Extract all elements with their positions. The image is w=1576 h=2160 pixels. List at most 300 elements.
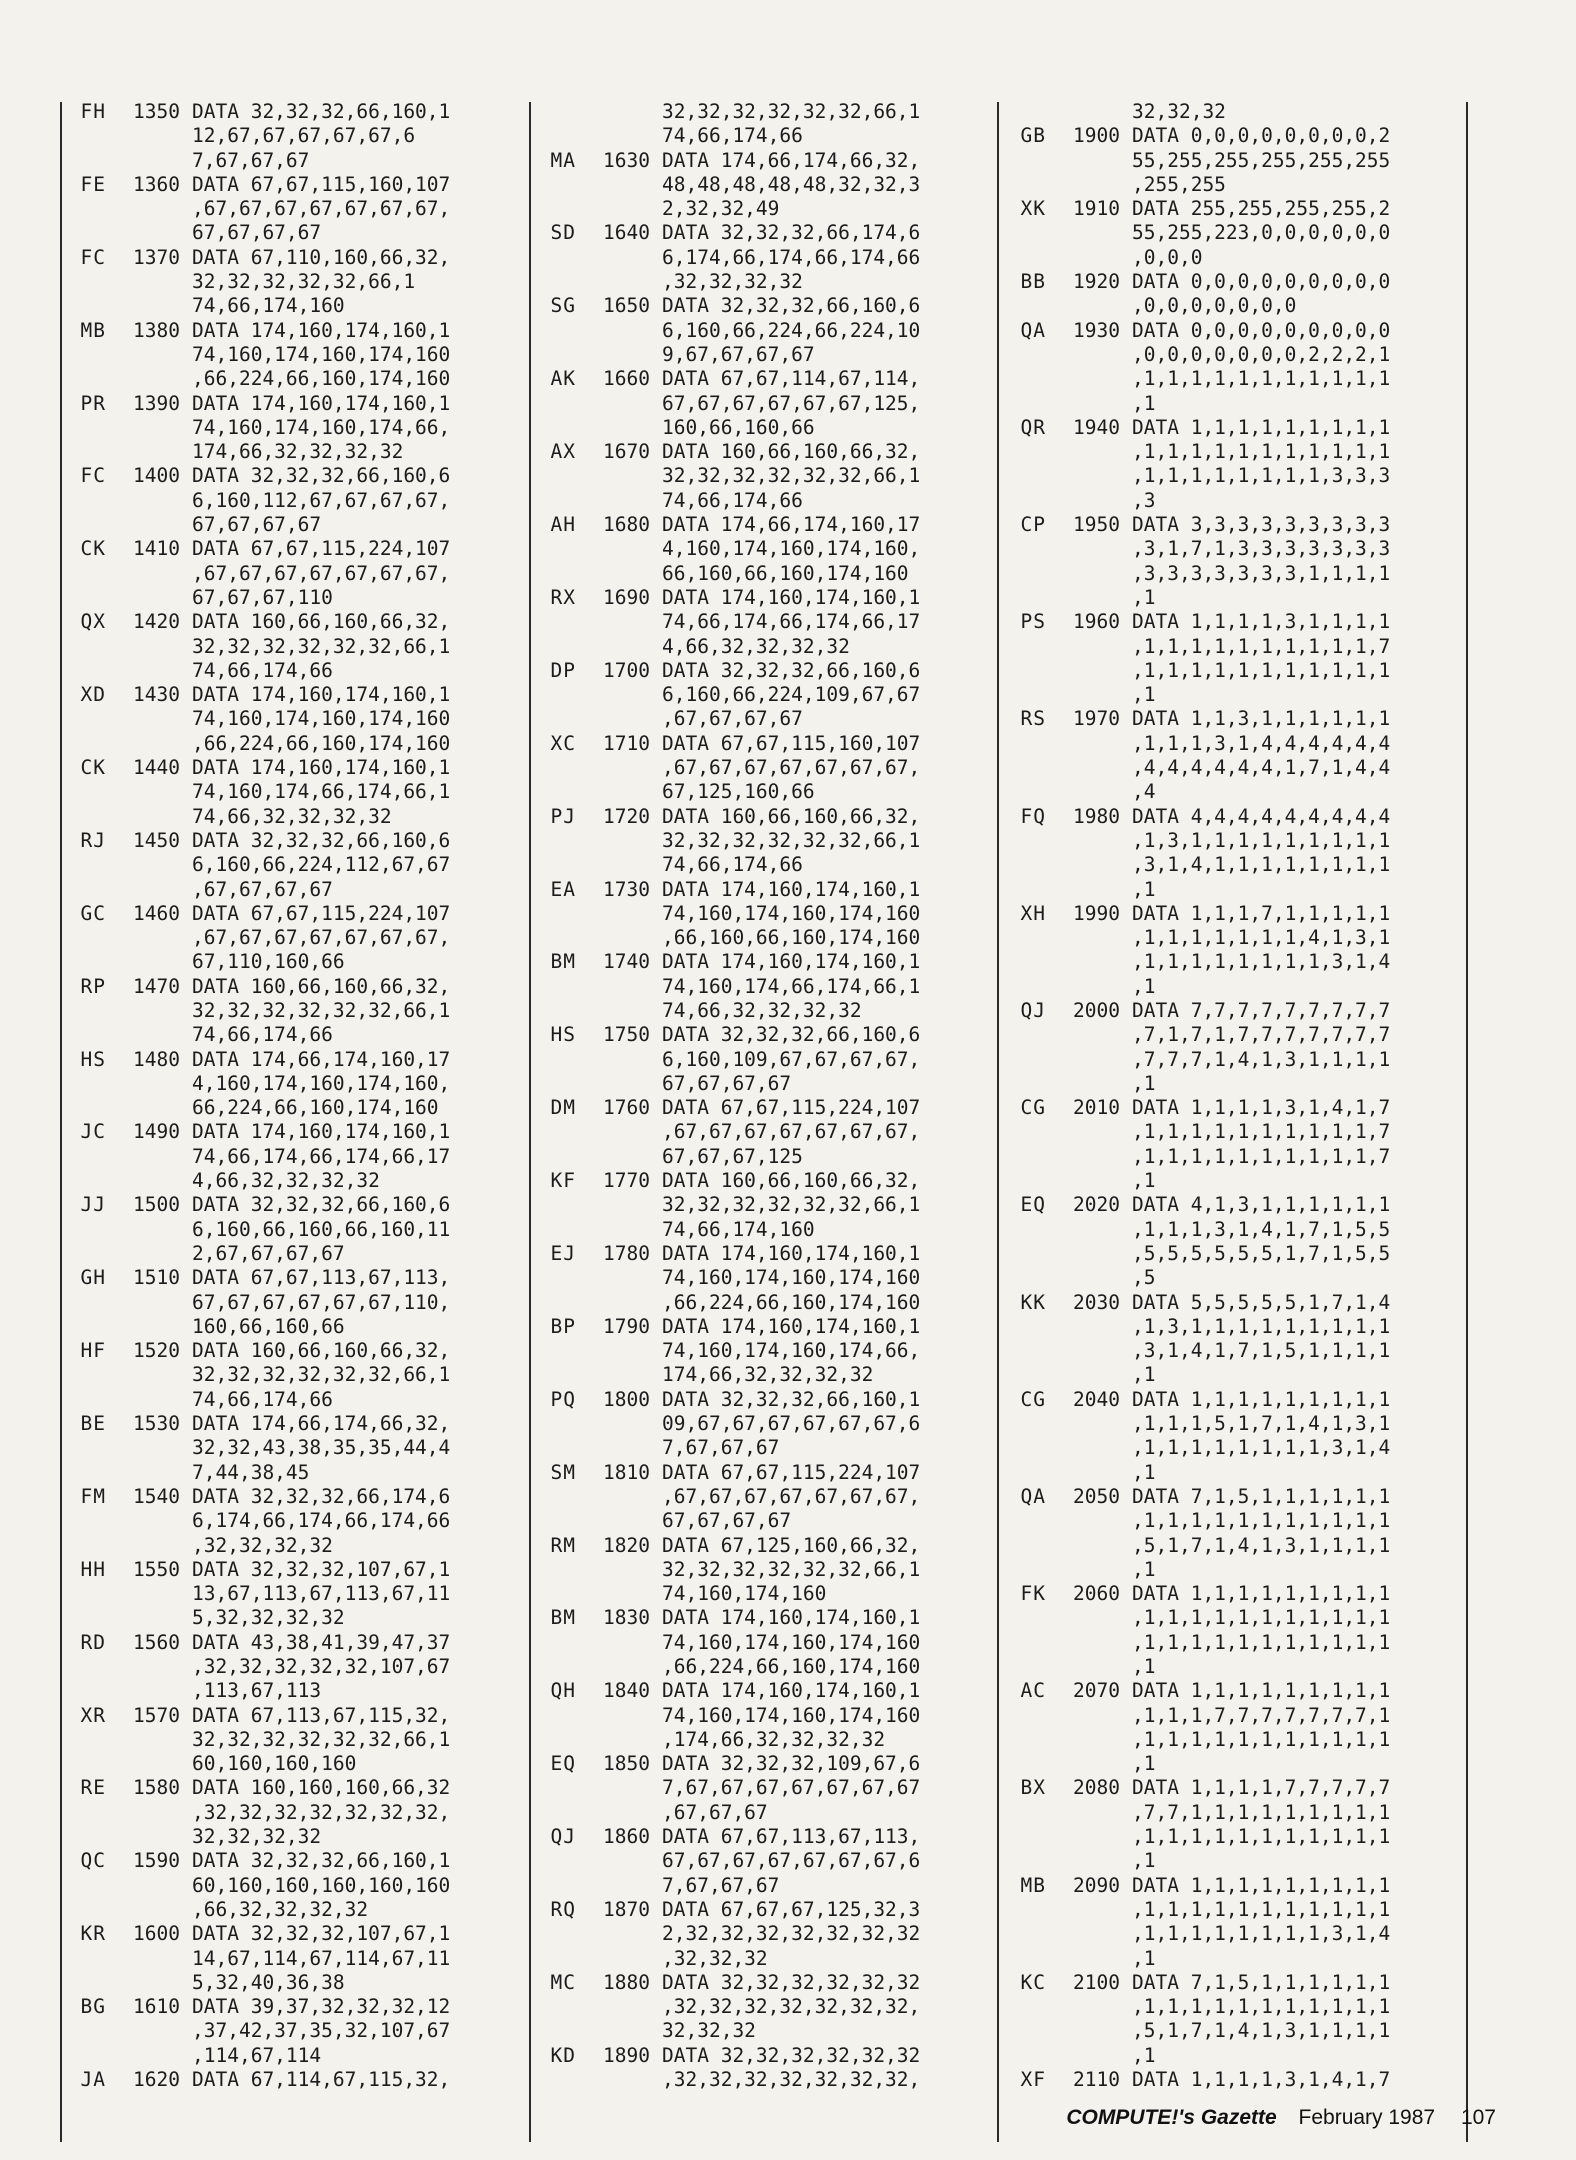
- data-line: 67,67,67,125: [662, 1144, 803, 1168]
- data-line: ,1,1,1,7,7,7,7,7,7,7,1: [1132, 1703, 1391, 1727]
- line-number: 1450: [133, 828, 180, 852]
- data-statement: [662, 1315, 994, 1388]
- data-line: ,1,1,1,1,1,1,1,1,1,1,1: [1132, 367, 1391, 391]
- data-line: ,1,3,1,1,1,1,1,1,1,1,1: [1132, 828, 1391, 852]
- data-statement: [662, 440, 994, 513]
- line-number: 1490: [133, 1120, 180, 1144]
- checksum-code: PJ: [550, 804, 576, 828]
- data-statement: [1132, 1193, 1464, 1290]
- checksum-code: EQ: [1020, 1193, 1046, 1217]
- column-rule-1: [529, 102, 531, 2142]
- data-line: DATA 0,0,0,0,0,0,0,0,0: [1132, 318, 1391, 342]
- listing-entry: [534, 440, 994, 513]
- listing-entry: [1004, 1096, 1464, 1193]
- data-statement: [192, 319, 524, 392]
- data-line: DATA 174,160,174,160,1: [662, 1241, 921, 1265]
- data-line: 55,255,255,255,255,255: [1132, 148, 1391, 172]
- listing-entry: [64, 975, 524, 1048]
- data-line: ,32,32,32,32: [192, 1533, 333, 1557]
- checksum-code: PS: [1020, 610, 1046, 634]
- listing-entry: [64, 1048, 524, 1121]
- data-line: ,1,1,1,1,1,1,1,1,1,1,1: [1132, 658, 1391, 682]
- checksum-code: HH: [80, 1557, 106, 1581]
- data-line: 32,32,32,32,32,32,66,1: [192, 1363, 451, 1387]
- data-line: DATA 32,32,32,32,32,32: [662, 1970, 921, 1994]
- data-statement: [662, 1096, 994, 1169]
- listing-entry: [1004, 1388, 1464, 1485]
- data-line: DATA 67,67,67,125,32,3: [662, 1897, 921, 1921]
- data-line: ,1,1,1,1,1,1,1,1,1,1,1: [1132, 1606, 1391, 1630]
- data-line: ,1,1,1,1,1,1,1,1,3,1,4: [1132, 1436, 1391, 1460]
- data-statement: [192, 1922, 524, 1995]
- checksum-code: MC: [550, 1970, 576, 1994]
- data-line: 32,32,32,32,32,32,66,1: [662, 464, 921, 488]
- data-line: 74,66,174,66: [192, 1387, 333, 1411]
- listing-entry: [534, 1534, 994, 1607]
- checksum-code: CK: [80, 537, 106, 561]
- line-number: 1440: [133, 756, 180, 780]
- checksum-code: BE: [80, 1412, 106, 1436]
- data-line: 174,66,32,32,32,32: [192, 440, 404, 464]
- data-line: ,1: [1132, 683, 1156, 707]
- line-number: 1850: [603, 1752, 650, 1776]
- checksum-code: KC: [1020, 1970, 1046, 1994]
- data-line: 32,32,32: [1132, 100, 1226, 123]
- checksum-code: HS: [550, 1023, 576, 1047]
- checksum-code: CP: [1020, 513, 1046, 537]
- data-line: 32,32,32,32,32,32,66,1: [662, 100, 921, 123]
- data-line: ,1: [1132, 1169, 1156, 1193]
- page-number: 107: [1460, 2106, 1496, 2129]
- data-line: DATA 174,160,174,160,1: [192, 391, 451, 415]
- data-line: DATA 160,66,160,66,32,: [662, 1169, 921, 1193]
- data-line: DATA 174,160,174,160,1: [192, 1120, 451, 1144]
- data-line: 67,110,160,66: [192, 950, 345, 974]
- line-number: 1970: [1073, 707, 1120, 731]
- data-line: 32,32,32,32,32,32,66,1: [192, 998, 451, 1022]
- line-number: 1950: [1073, 513, 1120, 537]
- data-line: ,1,1,1,1,1,1,1,1,1,1,1: [1132, 1825, 1391, 1849]
- data-statement: [192, 902, 524, 975]
- line-number: 1780: [603, 1241, 650, 1265]
- data-line: DATA 4,4,4,4,4,4,4,4,4: [1132, 804, 1391, 828]
- data-line: 74,66,174,66: [662, 488, 803, 512]
- listing-entry: [1004, 805, 1464, 902]
- line-number: 2070: [1073, 1679, 1120, 1703]
- data-line: ,1: [1132, 1849, 1156, 1873]
- data-line: 4,160,174,160,174,160,: [192, 1071, 451, 1095]
- data-line: 74,160,174,160,174,160: [662, 1703, 921, 1727]
- data-statement: [1132, 1679, 1464, 1776]
- data-line: 67,67,67,67: [192, 221, 322, 245]
- line-number: 2080: [1073, 1776, 1120, 1800]
- listing-entry: [1004, 1193, 1464, 1290]
- checksum-code: PR: [80, 391, 106, 415]
- line-number: 2110: [1073, 2068, 1120, 2092]
- data-line: 67,67,67,67,67,67,125,: [662, 391, 921, 415]
- checksum-code: XR: [80, 1703, 106, 1727]
- data-statement: [662, 1898, 994, 1971]
- data-line: ,7,7,7,1,4,1,3,1,1,1,1: [1132, 1047, 1391, 1071]
- data-line: 7,67,67,67: [662, 1436, 780, 1460]
- line-number: 1650: [603, 294, 650, 318]
- data-statement: [192, 829, 524, 902]
- data-line: DATA 160,160,160,66,32: [192, 1776, 451, 1800]
- column-rule-2: [997, 102, 999, 2142]
- listing-entry: [64, 1849, 524, 1922]
- data-line: ,255,255: [1132, 172, 1226, 196]
- data-line: 74,66,174,66: [662, 853, 803, 877]
- data-line: DATA 67,67,113,67,113,: [662, 1825, 921, 1849]
- listing-entry: [534, 2044, 994, 2093]
- data-line: ,32,32,32: [662, 1946, 768, 1970]
- listing-entry: [64, 173, 524, 246]
- listing-entry: [534, 659, 994, 732]
- listing-entry: [534, 878, 994, 951]
- checksum-code: MB: [80, 318, 106, 342]
- line-number: 1580: [133, 1776, 180, 1800]
- data-line: DATA 67,67,114,67,114,: [662, 367, 921, 391]
- checksum-code: QX: [80, 610, 106, 634]
- line-number: 1700: [603, 658, 650, 682]
- data-statement: [192, 1704, 524, 1777]
- data-line: 6,160,66,224,112,67,67: [192, 853, 451, 877]
- listing-entry: [534, 1242, 994, 1315]
- data-line: ,1: [1132, 1655, 1156, 1678]
- line-number: [576, 100, 650, 149]
- data-line: DATA 1,1,1,1,1,1,1,1,1: [1132, 1582, 1391, 1606]
- data-statement: [192, 246, 524, 319]
- data-line: ,1: [1132, 391, 1156, 415]
- data-line: DATA 174,66,174,66,32,: [662, 148, 921, 172]
- listing-entry: [64, 2068, 524, 2092]
- data-line: 2,32,32,49: [662, 197, 780, 221]
- data-line: 7,67,67,67: [662, 1873, 780, 1897]
- data-line: 2,32,32,32,32,32,32,32: [662, 1922, 921, 1946]
- data-line: ,66,160,66,160,174,160: [662, 926, 921, 950]
- data-statement: [192, 2068, 524, 2092]
- data-line: 74,66,174,66: [192, 658, 333, 682]
- line-number: 1840: [603, 1679, 650, 1703]
- line-number: 1980: [1073, 804, 1120, 828]
- listing-entry: [1004, 319, 1464, 416]
- line-number: 1560: [133, 1630, 180, 1654]
- data-line: 74,160,174,160,174,160: [662, 1266, 921, 1290]
- data-statement: [1132, 1582, 1464, 1679]
- checksum-code: FM: [80, 1484, 106, 1508]
- listing-entry: [1004, 610, 1464, 707]
- data-statement: [662, 1461, 994, 1534]
- line-number: 1410: [133, 537, 180, 561]
- line-number: 1800: [603, 1387, 650, 1411]
- line-number: 1890: [603, 2043, 650, 2067]
- data-statement: [192, 1776, 524, 1849]
- data-line: 74,160,174,160,174,66,: [192, 415, 451, 439]
- data-line: ,3,1,7,1,3,3,3,3,3,3,3: [1132, 537, 1391, 561]
- data-line: 74,66,32,32,32,32: [192, 804, 392, 828]
- data-line: DATA 67,114,67,115,32,: [192, 2068, 451, 2092]
- line-number: 1350: [133, 100, 180, 123]
- data-line: DATA 7,7,7,7,7,7,7,7,7: [1132, 998, 1391, 1022]
- data-line: DATA 32,32,32,107,67,1: [192, 1922, 451, 1946]
- data-line: 5,32,32,32,32: [192, 1606, 345, 1630]
- data-line: ,1,1,1,1,1,1,1,1,1,1,7: [1132, 1144, 1391, 1168]
- data-statement: [1132, 2068, 1464, 2092]
- checksum-code: BG: [80, 1995, 106, 2019]
- listing-entry: [534, 1169, 994, 1242]
- data-line: 74,160,174,160,174,160: [662, 1630, 921, 1654]
- line-number: 1770: [603, 1169, 650, 1193]
- data-line: DATA 32,32,32,66,160,6: [192, 464, 451, 488]
- data-line: 74,66,174,66: [662, 124, 803, 148]
- data-line: DATA 174,160,174,160,1: [662, 585, 921, 609]
- data-line: ,7,1,7,1,7,7,7,7,7,7,7: [1132, 1023, 1391, 1047]
- line-number: 1680: [603, 513, 650, 537]
- checksum-code: AC: [1020, 1679, 1046, 1703]
- listing-entry: [1004, 513, 1464, 610]
- line-number: 2030: [1073, 1290, 1120, 1314]
- checksum-code: BX: [1020, 1776, 1046, 1800]
- data-line: DATA 67,110,160,66,32,: [192, 245, 451, 269]
- line-number: 1810: [603, 1460, 650, 1484]
- checksum-code: FC: [80, 245, 106, 269]
- data-statement: [662, 732, 994, 805]
- data-line: 14,67,114,67,114,67,11: [192, 1946, 451, 1970]
- checksum-code: AH: [550, 513, 576, 537]
- checksum-code: XC: [550, 731, 576, 755]
- checksum-code: GH: [80, 1266, 106, 1290]
- data-statement: [1132, 319, 1464, 416]
- line-number: 1870: [603, 1897, 650, 1921]
- data-line: 32,32,32,32: [192, 1825, 322, 1849]
- line-number: 1860: [603, 1825, 650, 1849]
- listing-entry: [1004, 1679, 1464, 1776]
- data-statement: [1132, 197, 1464, 270]
- data-statement: [192, 464, 524, 537]
- listing-entry: [64, 1339, 524, 1412]
- data-line: ,37,42,37,35,32,107,67: [192, 2019, 451, 2043]
- data-statement: [1132, 1874, 1464, 1971]
- checksum-code: QA: [1020, 318, 1046, 342]
- data-statement: [662, 1971, 994, 2044]
- data-line: 74,66,174,160: [662, 1217, 815, 1241]
- data-line: ,1,1,1,1,1,1,1,1,1,1,1: [1132, 1509, 1391, 1533]
- line-number: 1520: [133, 1339, 180, 1363]
- listing-entry: [534, 1679, 994, 1752]
- data-line: 74,160,174,160,174,66,: [662, 1339, 921, 1363]
- line-number: 1740: [603, 950, 650, 974]
- data-line: DATA 1,1,3,1,1,1,1,1,1: [1132, 707, 1391, 731]
- data-statement: [192, 756, 524, 829]
- data-line: DATA 43,38,41,39,47,37: [192, 1630, 451, 1654]
- listing-entry: [534, 100, 994, 149]
- listing-entry: [534, 950, 994, 1023]
- line-number: 1430: [133, 683, 180, 707]
- data-line: ,7,7,1,1,1,1,1,1,1,1,1: [1132, 1800, 1391, 1824]
- data-line: 74,160,174,160,174,160: [192, 707, 451, 731]
- data-line: 174,66,32,32,32,32: [662, 1363, 874, 1387]
- listing-entry: [1004, 124, 1464, 197]
- data-line: DATA 32,32,32,66,160,6: [662, 658, 921, 682]
- checksum-code: BP: [550, 1314, 576, 1338]
- data-line: DATA 174,160,174,160,1: [662, 1679, 921, 1703]
- issue-date: February 1987: [1298, 2106, 1436, 2129]
- data-line: 13,67,113,67,113,67,11: [192, 1582, 451, 1606]
- listing-entry: [534, 732, 994, 805]
- data-line: ,1,3,1,1,1,1,1,1,1,1,1: [1132, 1314, 1391, 1338]
- checksum-code: RE: [80, 1776, 106, 1800]
- listing-column-2: [534, 100, 994, 2092]
- line-number: 1510: [133, 1266, 180, 1290]
- data-line: ,32,32,32,32,32,32,32,: [662, 1995, 921, 2019]
- data-line: DATA 1,1,1,1,1,1,1,1,1: [1132, 1873, 1391, 1897]
- data-statement: [662, 1169, 994, 1242]
- data-line: DATA 32,32,32,107,67,1: [192, 1557, 451, 1581]
- data-line: DATA 32,32,32,66,160,1: [192, 1849, 451, 1873]
- data-line: DATA 174,66,174,160,17: [662, 513, 921, 537]
- line-number: 1690: [603, 585, 650, 609]
- data-line: DATA 67,67,115,224,107: [662, 1460, 921, 1484]
- data-statement: [662, 367, 994, 440]
- data-line: DATA 32,32,32,66,160,1: [192, 100, 451, 123]
- line-number: 1900: [1073, 124, 1120, 148]
- data-line: ,1,1,1,1,1,1,1,1,1,1,1: [1132, 1630, 1391, 1654]
- listing-entry: [64, 902, 524, 975]
- data-statement: [1132, 100, 1464, 124]
- line-number: 1670: [603, 440, 650, 464]
- page-footer: [1066, 2106, 1496, 2130]
- data-line: 32,32,32: [662, 2019, 756, 2043]
- data-statement: [192, 1266, 524, 1339]
- listing-entry: [534, 294, 994, 367]
- data-statement: [192, 1120, 524, 1193]
- data-line: DATA 174,160,174,160,1: [192, 318, 451, 342]
- data-statement: [1132, 416, 1464, 513]
- data-line: ,67,67,67,67,67,67,67,: [192, 561, 451, 585]
- data-line: DATA 174,66,174,160,17: [192, 1047, 451, 1071]
- checksum-code: KR: [80, 1922, 106, 1946]
- checksum-code: JA: [80, 2068, 106, 2092]
- checksum-code: SM: [550, 1460, 576, 1484]
- data-line: ,1: [1132, 585, 1156, 609]
- checksum-code: RJ: [80, 828, 106, 852]
- data-line: 6,160,112,67,67,67,67,: [192, 488, 451, 512]
- checksum-code: CK: [80, 756, 106, 780]
- line-number: 1400: [133, 464, 180, 488]
- checksum-code: JC: [80, 1120, 106, 1144]
- data-line: DATA 67,113,67,115,32,: [192, 1703, 451, 1727]
- listing-entry: [64, 1120, 524, 1193]
- data-line: ,1,1,1,1,1,1,1,1,1,1,7: [1132, 1120, 1391, 1144]
- listing-entry: [534, 367, 994, 440]
- data-line: DATA 67,67,115,224,107: [192, 537, 451, 561]
- data-line: 7,44,38,45: [192, 1460, 310, 1484]
- listing-entry: [64, 1995, 524, 2068]
- line-number: 1940: [1073, 415, 1120, 439]
- data-line: 32,32,43,38,35,35,44,4: [192, 1436, 451, 1460]
- listing-entry: [534, 805, 994, 878]
- data-statement: [1132, 805, 1464, 902]
- data-line: ,67,67,67,67: [662, 707, 803, 731]
- checksum-code: RP: [80, 974, 106, 998]
- data-line: 7,67,67,67: [192, 148, 310, 172]
- data-line: ,67,67,67,67,67,67,67,: [192, 197, 451, 221]
- data-line: 32,32,32,32,32,32,66,1: [192, 634, 451, 658]
- line-number: 1660: [603, 367, 650, 391]
- data-line: ,66,224,66,160,174,160: [662, 1290, 921, 1314]
- data-line: ,1: [1132, 1752, 1156, 1776]
- data-statement: [662, 950, 994, 1023]
- data-statement: [192, 1048, 524, 1121]
- data-statement: [662, 805, 994, 878]
- data-line: DATA 174,160,174,160,1: [192, 683, 451, 707]
- data-line: DATA 174,160,174,160,1: [192, 756, 451, 780]
- data-line: ,67,67,67,67,67,67,67,: [662, 1120, 921, 1144]
- data-statement: [1132, 1971, 1464, 2068]
- data-line: ,66,224,66,160,174,160: [192, 731, 451, 755]
- data-line: 74,66,174,66,174,66,17: [662, 610, 921, 634]
- checksum-code: AK: [550, 367, 576, 391]
- data-line: DATA 39,37,32,32,32,12: [192, 1995, 451, 2019]
- data-line: DATA 0,0,0,0,0,0,0,0,0: [1132, 270, 1391, 294]
- listing-entry: [534, 1096, 994, 1169]
- checksum-code: RS: [1020, 707, 1046, 731]
- data-statement: [192, 537, 524, 610]
- checksum-code: HF: [80, 1339, 106, 1363]
- data-line: 66,224,66,160,174,160: [192, 1096, 439, 1120]
- checksum-code: QC: [80, 1849, 106, 1873]
- checksum-code: KD: [550, 2043, 576, 2067]
- data-statement: [662, 149, 994, 222]
- checksum-code: CG: [1020, 1387, 1046, 1411]
- listing-entry: [64, 464, 524, 537]
- data-line: DATA 174,66,174,66,32,: [192, 1412, 451, 1436]
- line-number: 1960: [1073, 610, 1120, 634]
- line-number: 1570: [133, 1703, 180, 1727]
- checksum-code: [1004, 100, 1046, 124]
- publication-name: COMPUTE!'s Gazette: [1066, 2106, 1277, 2129]
- checksum-code: XH: [1020, 901, 1046, 925]
- line-number: 1380: [133, 318, 180, 342]
- data-line: ,1: [1132, 1460, 1156, 1484]
- listing-entry: [1004, 270, 1464, 319]
- data-line: ,66,224,66,160,174,160: [192, 367, 451, 391]
- data-line: ,1,1,1,1,1,1,1,1,3,1,4: [1132, 1922, 1391, 1946]
- data-line: ,1: [1132, 877, 1156, 901]
- line-number: 2100: [1073, 1970, 1120, 1994]
- data-line: ,0,0,0,0,0,0,0,2,2,2,1: [1132, 342, 1391, 366]
- data-line: ,1: [1132, 1363, 1156, 1387]
- checksum-code: EJ: [550, 1241, 576, 1265]
- data-line: ,174,66,32,32,32,32: [662, 1727, 886, 1751]
- data-line: 67,67,67,67: [662, 1509, 792, 1533]
- data-statement: [192, 1485, 524, 1558]
- checksum-code: KF: [550, 1169, 576, 1193]
- data-statement: [662, 586, 994, 659]
- line-number: 2090: [1073, 1873, 1120, 1897]
- data-statement: [1132, 270, 1464, 319]
- listing-entry: [64, 100, 524, 173]
- data-line: 60,160,160,160: [192, 1752, 357, 1776]
- data-line: 74,160,174,160,174,160: [192, 342, 451, 366]
- data-statement: [662, 878, 994, 951]
- data-line: 32,32,32,32,32,32,66,1: [192, 1727, 451, 1751]
- data-line: 160,66,160,66: [192, 1314, 345, 1338]
- data-statement: [192, 1193, 524, 1266]
- data-statement: [192, 683, 524, 756]
- data-line: 4,66,32,32,32,32: [192, 1169, 380, 1193]
- data-line: 6,160,109,67,67,67,67,: [662, 1047, 921, 1071]
